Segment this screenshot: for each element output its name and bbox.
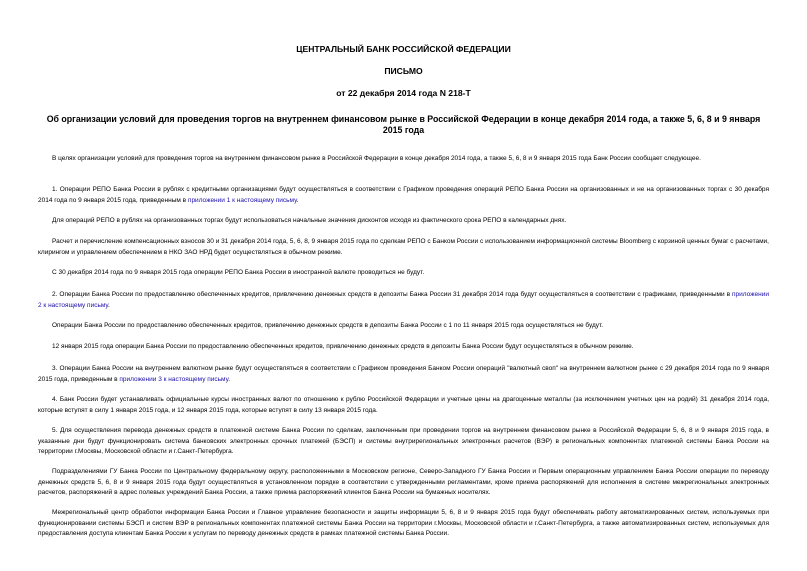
- paragraph-3: [38, 364, 769, 385]
- paragraph-no-operations: Операции Банка России по предоставлению обеспеченных кредитов, привлечению денежных средств в депозиты Банка России с 1 по 11 января 2015 года осуществляться не будут.: [52, 322, 604, 329]
- paragraph-text: 1. Операции РЕПО Банка России в рублях с кредитными организациями будут осуществляться в соответствии с Графиком проведения операций РЕПО Банка России на организованных и не на организованных торгах с 30 декабря 2014 года по 9 января 2015 года, приведенным в: [38, 186, 769, 204]
- paragraph-text: 2. Операции Банка России по предоставлению обеспеченных кредитов, привлечению денежных средств в депозиты Банка России 31 декабря 2014 года будут осуществляться в соответствии с графиками, приведенными в: [52, 291, 732, 298]
- paragraph-5: 5. Для осуществления перевода денежных средств в платежной системе Банка России по сделкам, заключенным при проведении торгов на внутреннем финансовом рынке в Российской Федерации 5, 6, 8 и 9 января 2015 года, в указанные дни будут функционировать система банковских электронных срочных платежей (БЭСП) и системы внутрирегиональных электронных расчетов (ВЭР) в региональных компонентах платежной системы Банка России на территории г.Москвы, Московской области и г.Санкт-Петербурга.: [38, 427, 769, 455]
- paragraph-text: .: [296, 196, 299, 204]
- document-type: ПИСЬМО: [384, 66, 423, 76]
- paragraph-1: [38, 185, 769, 206]
- paragraph-2: [38, 290, 769, 311]
- paragraph-compensation: Расчет и перечисление компенсационных взносов 30 и 31 декабря 2014 года, 5, 6, 8, 9 января 2015 года по сделкам РЕПО с Банком России с использованием информационной системы Bloomberg с корзиной ценных бумаг с расчетами, клирингом и управлением обеспечением в НКО ЗАО НРД будет осуществляться в обычном режиме.: [38, 238, 769, 256]
- appendix-3-link[interactable]: приложении 3 к настоящему письму: [119, 375, 229, 383]
- document-title: Об организации условий для проведения торгов на внутреннем финансовом рынке в Российской Федерации в конце декабря 2014 года, а также 5, 6, 8 и 9 января 2015 года: [46, 114, 761, 135]
- paragraph-text: 3. Операции Банка России на внутреннем валютном рынке будут осуществляться в соответствии с Графиком проведения Банком России операций "валютный своп" на внутреннем валютном рынке с 29 декабря 2014 года по 9 января 2015 года, приведенным в: [38, 365, 769, 383]
- paragraph-processing-center: Межрегиональный центр обработки информации Банка России и Главное управление безопасности и защиты информации 5, 6, 8 и 9 января 2015 года будут обеспечивать работу автоматизированных систем, используемых при функционировании системы БЭСП и систем ВЭР в региональных компонентах платежной системы Банка России на территории г.Москвы, Московской области и г.Санкт-Петербурга, а также автоматизированных систем, используемых для предоставления доступа клиентам Банка России к услугам по переводу денежных средств в рамках платежной системы Банка России.: [38, 509, 769, 537]
- appendix-2-link[interactable]: приложении 2 к настоящему письму: [38, 291, 769, 309]
- issuer-heading: ЦЕНТРАЛЬНЫЙ БАНК РОССИЙСКОЙ ФЕДЕРАЦИИ: [296, 44, 511, 54]
- paragraph-text: .: [107, 301, 110, 309]
- paragraph-text: .: [228, 375, 230, 383]
- date-number: от 22 декабря 2014 года N 218-Т: [336, 88, 471, 98]
- paragraph-fx-repo: С 30 декабря 2014 года по 9 января 2015 года операции РЕПО Банка России в иностранной валюте проводиться не будут.: [52, 269, 425, 276]
- paragraph-intro: В целях организации условий для проведения торгов на внутреннем финансовом рынке в Российской Федерации в конце декабря 2014 года, а также 5, 6, 8 и 9 января 2015 года Банк России сообщает следующее.: [52, 155, 701, 162]
- paragraph-4: 4. Банк России будет устанавливать официальные курсы иностранных валют по отношению к рублю Российской Федерации и учетные цены на драгоценные металлы (за исключением учетных цен на родий) 31 декабря 2014 года, которые вступят в силу 1 января 2015 года, и 12 января 2015 года, которые вступят в силу 13 января 2015 года.: [38, 396, 769, 414]
- paragraph-subdivisions: Подразделениями ГУ Банка России по Центральному федеральному округу, расположенными в Московском регионе, Северо-Западного ГУ Банка России и Первым операционным управлением Банка России операции по переводу денежных средств 5, 6, 8 и 9 января 2015 года будут осуществляться в установленном порядке в соответствии с утвержденными регламентами, кроме приема распоряжений для исполнения в системе межрегиональных электронных расчетов, распоряжений в адрес полевых учреждений Банка России, а также приема распоряжений клиентов Банка России на бумажных носителях.: [38, 468, 769, 496]
- appendix-1-link[interactable]: приложении 1 к настоящему письму: [187, 196, 297, 204]
- paragraph-normal-mode: 12 января 2015 года операции Банка России по предоставлению обеспеченных кредитов, привлечению денежных средств в депозиты Банка России будут осуществляться в обычном режиме.: [52, 343, 634, 350]
- paragraph-repo-discounts: Для операций РЕПО в рублях на организованных торгах будут использоваться начальные значения дисконтов исходя из фактического срока РЕПО в календарных днях.: [52, 217, 567, 224]
